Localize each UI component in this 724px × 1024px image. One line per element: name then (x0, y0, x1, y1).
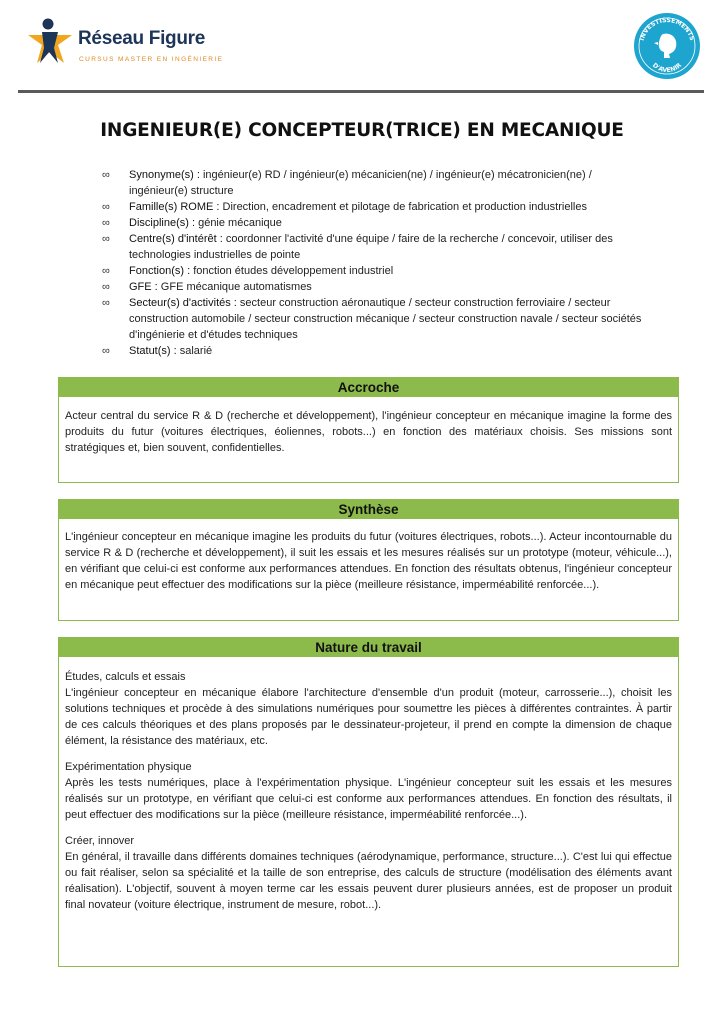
infinity-bullet-icon: ∞ (102, 264, 110, 277)
accroche-heading: Accroche (59, 378, 678, 397)
info-key: Centre(s) d'intérêt : (129, 233, 226, 245)
paragraph: Après les tests numériques, place à l'expérimentation physique. L'ingénieur concepteur suit les essais et les mesures réalisés sur un prototype, en vérifiant que celui-ci est conforme aux performances attendues. En fonction des résultats, il peut effectuer des modifications sur la pièce (meilleure résistance, imperméabilité renforcée...). (65, 777, 672, 821)
list-item (100, 216, 645, 232)
seal-text-top: INVESTISSEMENTS (638, 16, 696, 42)
infinity-bullet-icon: ∞ (102, 281, 110, 294)
info-key: GFE : (129, 281, 161, 293)
infinity-bullet-icon: ∞ (102, 297, 110, 310)
nature-section (58, 637, 679, 967)
infinity-bullet-icon: ∞ (102, 169, 110, 181)
investissements-avenir-seal (633, 12, 701, 80)
infinity-bullet-icon: ∞ (102, 344, 110, 357)
list-item (100, 264, 645, 280)
paragraph: En général, il travaille dans différents domaines techniques (aérodynamique, performance, structure...). C'est lui qui effectue ou fait réaliser, selon sa spécialité et la taille de son entreprise, des calculs de structure (modélisation des éléments avant réalisation). L'objectif, souvent à moyen terme car les essais peuvent durer plusieurs années, est de proposer un produit final novateur (voiture électrique, instrument de mesure, robot...). (65, 851, 672, 911)
reseau-figure-logo (28, 18, 288, 70)
info-key: Secteur(s) d'activités : (129, 297, 240, 309)
list-item (100, 280, 645, 296)
info-list (100, 168, 645, 360)
info-value: fonction études développement industriel (193, 264, 394, 277)
list-item (100, 344, 645, 360)
info-value: GFE mécanique automatismes (160, 281, 312, 294)
infinity-bullet-icon: ∞ (102, 200, 110, 213)
info-key: Synonyme(s) : (129, 169, 203, 181)
accroche-text: Acteur central du service R & D (recherche et développement), l'ingénieur concepteur en mécanique imagine la forme des produits du futur (voitures électriques, éoliennes, robots...) en fonction des matériaux choisis. Ses missions sont stratégiques et, bien souvent, confidentielles. (65, 410, 672, 454)
nature-heading: Nature du travail (59, 638, 678, 657)
accroche-section (58, 377, 679, 483)
star-figure-icon (28, 18, 72, 64)
info-value: coordonner l'activité d'une équipe / faire de la recherche / concevoir, utiliser des technologies industrielles de pointe (129, 233, 613, 261)
page-title: INGENIEUR(E) CONCEPTEUR(TRICE) EN MECANIQUE (100, 120, 624, 141)
info-value: secteur construction aéronautique / secteur construction ferroviaire / secteur construction automobile / secteur construction mécanique / secteur construction navale / secteur sociétés d'ingénierie et d'études techniques (129, 297, 642, 341)
info-key: Discipline(s) : (129, 217, 198, 229)
info-value: ingénieur(e) RD / ingénieur(e) mécanicien(ne) / ingénieur(e) mécatronicien(ne) / ingénieur(e) structure (129, 169, 592, 197)
infinity-bullet-icon: ∞ (102, 233, 110, 246)
infinity-bullet-icon: ∞ (102, 216, 110, 229)
subheading: Études, calculs et essais (65, 671, 186, 683)
info-value: salarié (179, 344, 213, 357)
logo-subtitle: CURSUS MASTER EN INGÉNIERIE (79, 56, 224, 63)
paragraph: L'ingénieur concepteur en mécanique élabore l'architecture d'ensemble d'un produit (moteur, carrosserie...), choisit les solutions techniques et procède à des simulations numériques pour soumettre les pièces à différentes contraintes. À partir de ces calculs théoriques et des plans proposés par le dessinateur-projeteur, il prend en compte la dimension de chaque élément, la résistance des matériaux, etc. (65, 687, 672, 747)
seal-text-bottom: D'AVENIR (650, 61, 684, 75)
subheading: Expérimentation physique (65, 761, 192, 773)
info-key: Fonction(s) : (129, 265, 193, 277)
list-item (100, 296, 645, 343)
logo-title: Réseau Figure (78, 28, 206, 49)
subheading: Créer, innover (65, 835, 135, 847)
info-value: Direction, encadrement et pilotage de fabrication et production industrielles (222, 200, 587, 213)
synthese-text: L'ingénieur concepteur en mécanique imagine les produits du futur (voitures électriques, robots...). Acteur incontournable du service R & D (recherche et développement), il suit les essais et les mesures réalisés sur un prototype (moteur, véhicule...), en vérifiant que celui-ci est conforme aux performances attendues. En fonction des résultats obtenus, l'ingénieur concepteur en mécanique peut effectuer des modifications sur la pièce (meilleure résistance, imperméabilité renforcée...). (65, 531, 672, 591)
info-value: génie mécanique (198, 216, 282, 229)
synthese-section (58, 499, 679, 621)
list-item (100, 232, 645, 263)
info-key: Famille(s) ROME : (129, 201, 223, 213)
synthese-heading: Synthèse (59, 500, 678, 519)
header-divider (18, 90, 704, 93)
list-item (100, 200, 645, 216)
list-item (100, 168, 645, 199)
info-key: Statut(s) : (129, 345, 180, 357)
